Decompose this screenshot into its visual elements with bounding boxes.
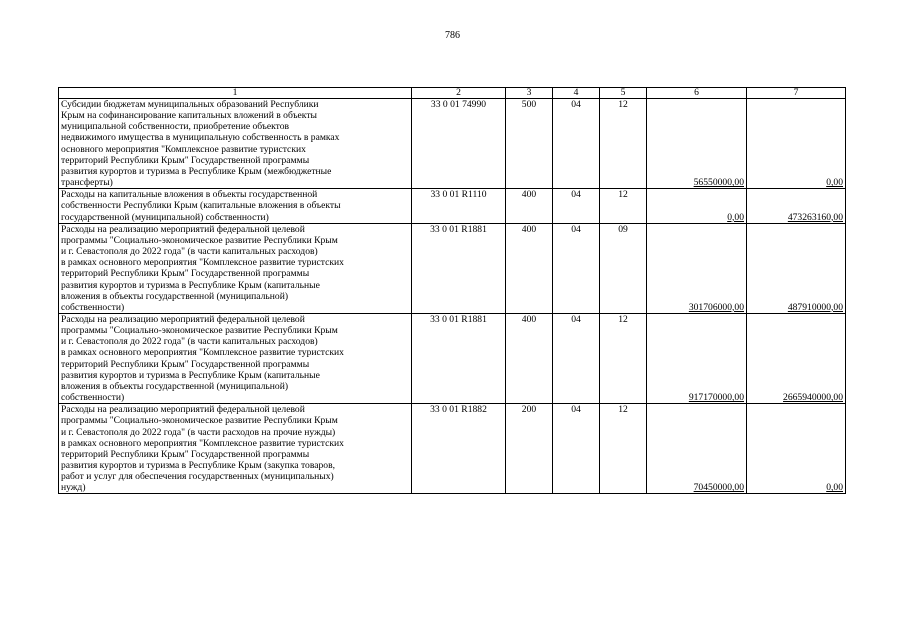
target-article-code: 33 0 01 R1881 (412, 223, 506, 313)
description-line: территорий Республики Крым" Государственной программы (61, 154, 310, 166)
amount-value: 2665940000,00 (783, 392, 843, 404)
row-description (59, 99, 412, 189)
row-description (59, 404, 412, 494)
column-number: 7 (747, 88, 846, 99)
column-number: 4 (553, 88, 600, 99)
description-line: и г. Севастополя до 2022 года" (в части капитальных расходов) (61, 246, 318, 258)
description-line: собственности) (61, 392, 125, 404)
target-article-code: 33 0 01 R1882 (412, 404, 506, 494)
expense-type-code: 400 (506, 313, 553, 403)
amount-value: 301706000,00 (688, 301, 744, 313)
column-number: 5 (600, 88, 647, 99)
description-line: развития курортов и туризма в Республике Крым (закупка товаров, (61, 460, 336, 471)
page-number: 786 (445, 30, 460, 41)
amount-column-6 (647, 404, 747, 494)
column-number: 3 (506, 88, 553, 99)
description-line: вложения в объекты государственной (муниципальной) (61, 380, 289, 392)
amount-column-7 (747, 313, 846, 403)
amount-column-7 (747, 99, 846, 189)
description-line: государственной (муниципальной) собственности) (61, 211, 269, 223)
table-row (59, 189, 846, 223)
description-line: вложения в объекты государственной (муниципальной) (61, 290, 289, 302)
description-line: Субсидии бюджетам муниципальных образований Республики (61, 99, 319, 110)
amount-value: 487910000,00 (787, 301, 843, 313)
description-line: Расходы на реализацию мероприятий федеральной целевой (61, 223, 305, 235)
subsection-code: 12 (600, 404, 647, 494)
description-line: основного мероприятия "Комплексное развитие туристских (61, 143, 306, 155)
table-row (59, 404, 846, 494)
description-line: программы "Социально-экономическое развитие Республики Крым (61, 234, 338, 246)
amount-value: 0,00 (826, 482, 843, 494)
description-line: и г. Севастополя до 2022 года" (в части капитальных расходов) (61, 336, 318, 348)
description-line: программы "Социально-экономическое развитие Республики Крым (61, 415, 338, 427)
description-line: Крым на софинансирование капитальных вложений в объекты (61, 110, 317, 122)
description-line: развития курортов и туризма в Республике Крым (капитальные (61, 279, 320, 291)
description-line: территорий Республики Крым" Государственной программы (61, 268, 310, 280)
description-line: в рамках основного мероприятия "Комплексное развитие туристских (61, 257, 344, 269)
row-description (59, 313, 412, 403)
column-number: 1 (59, 88, 412, 99)
description-line: программы "Социально-экономическое развитие Республики Крым (61, 325, 338, 337)
row-description (59, 223, 412, 313)
amount-value: 473263160,00 (787, 211, 843, 223)
expense-type-code: 400 (506, 189, 553, 223)
description-line: муниципальной собственности, приобретение объектов (61, 121, 290, 133)
amount-column-6 (647, 99, 747, 189)
description-line: Расходы на капитальные вложения в объекты государственной (61, 189, 318, 201)
description-line: территорий Республики Крым" Государственной программы (61, 358, 310, 370)
description-line: трансферты) (61, 177, 113, 189)
amount-column-6 (647, 313, 747, 403)
description-line: в рамках основного мероприятия "Комплексное развитие туристских (61, 347, 344, 359)
section-code: 04 (553, 189, 600, 223)
amount-value: 56550000,00 (693, 177, 744, 189)
target-article-code: 33 0 01 74990 (412, 99, 506, 189)
description-line: развития курортов и туризма в Республике Крым (капитальные (61, 369, 320, 381)
amount-value: 0,00 (826, 177, 843, 189)
budget-table (58, 87, 846, 494)
row-description (59, 189, 412, 223)
description-line: Расходы на реализацию мероприятий федеральной целевой (61, 313, 305, 325)
amount-column-6 (647, 223, 747, 313)
table-row (59, 223, 846, 313)
subsection-code: 12 (600, 189, 647, 223)
column-number-row (59, 88, 846, 99)
subsection-code: 12 (600, 313, 647, 403)
subsection-code: 12 (600, 99, 647, 189)
section-code: 04 (553, 223, 600, 313)
description-line: недвижимого имущества в муниципальную собственность в рамках (61, 132, 340, 144)
subsection-code: 09 (600, 223, 647, 313)
description-line: развития курортов и туризма в Республике Крым (межбюджетные (61, 165, 332, 177)
target-article-code: 33 0 01 R1110 (412, 189, 506, 223)
section-code: 04 (553, 313, 600, 403)
expense-type-code: 400 (506, 223, 553, 313)
table-row (59, 313, 846, 403)
description-line: собственности Республики Крым (капитальные вложения в объекты (61, 200, 341, 212)
table-row (59, 99, 846, 189)
amount-value: 70450000,00 (693, 482, 744, 494)
description-line: в рамках основного мероприятия "Комплексное развитие туристских (61, 437, 344, 449)
section-code: 04 (553, 99, 600, 189)
description-line: Расходы на реализацию мероприятий федеральной целевой (61, 404, 305, 416)
description-line: собственности) (61, 301, 125, 313)
description-line: и г. Севастополя до 2022 года" (в части расходов на прочие нужды) (61, 426, 336, 438)
amount-column-7 (747, 223, 846, 313)
section-code: 04 (553, 404, 600, 494)
expense-type-code: 500 (506, 99, 553, 189)
amount-value: 917170000,00 (688, 392, 744, 404)
column-number: 2 (412, 88, 506, 99)
target-article-code: 33 0 01 R1881 (412, 313, 506, 403)
amount-column-7 (747, 189, 846, 223)
description-line: нужд) (61, 482, 86, 494)
amount-column-7 (747, 404, 846, 494)
description-line: работ и услуг для обеспечения государственных (муниципальных) (61, 471, 334, 483)
column-number: 6 (647, 88, 747, 99)
expense-type-code: 200 (506, 404, 553, 494)
description-line: территорий Республики Крым" Государственной программы (61, 448, 310, 460)
amount-value: 0,00 (727, 211, 744, 223)
amount-column-6 (647, 189, 747, 223)
